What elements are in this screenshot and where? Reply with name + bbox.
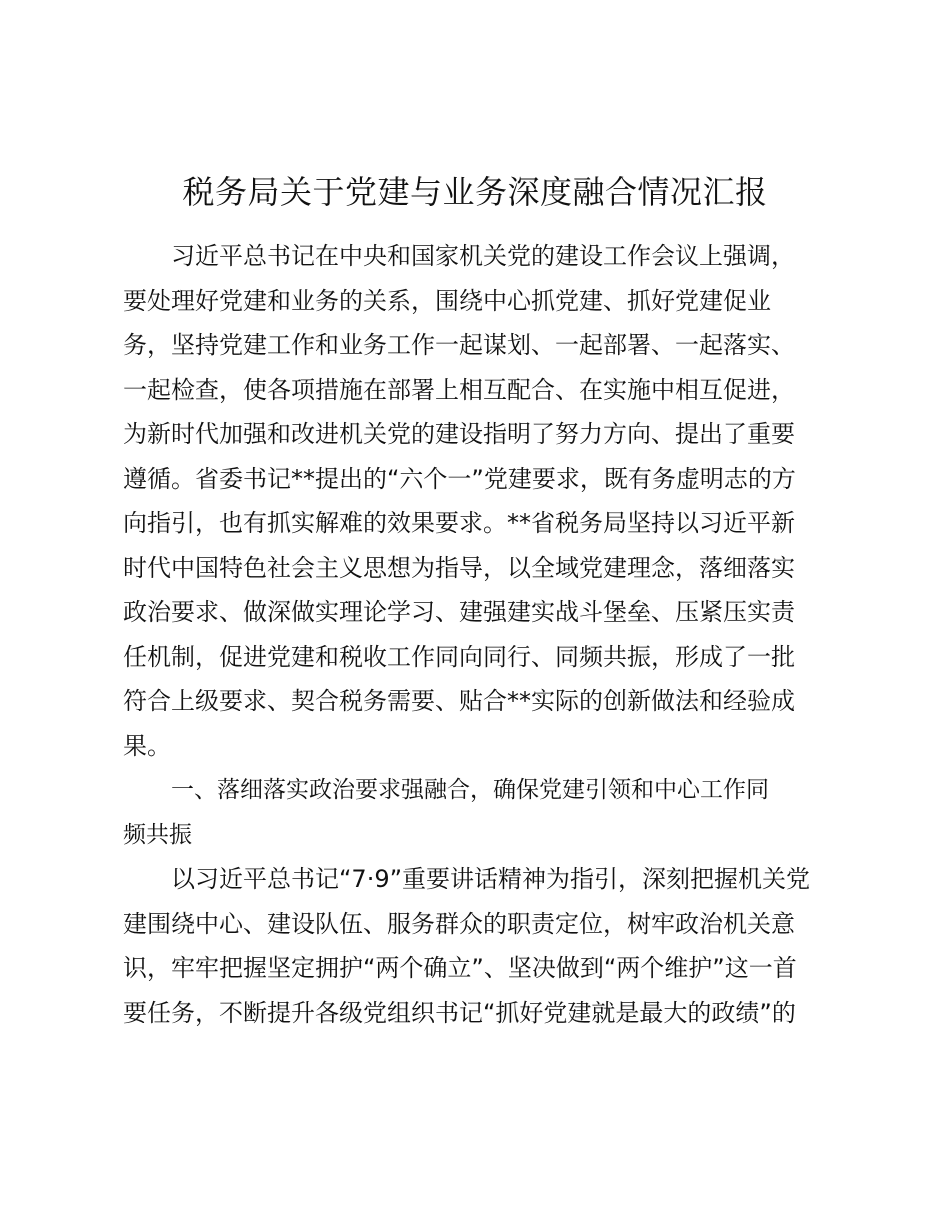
document-body [123, 234, 835, 1035]
heading-line: 一、落细落实政治要求强融合，确保党建引领和中心工作同 [171, 777, 769, 803]
heading-line: 频共振 [123, 821, 192, 848]
text-line: 一起检查，使各项措施在部署上相互配合、在实施中相互促进， [123, 375, 795, 404]
text-line: 要处理好党建和业务的关系，围绕中心抓党建、抓好党建促业 [123, 286, 771, 315]
text-line: 符合上级要求、契合税务需要、贴合**实际的创新做法和经验成 [123, 687, 795, 715]
text-line: 果。 [123, 731, 171, 760]
paragraph-section-1 [123, 857, 835, 1035]
text-line: 务，坚持党建工作和业务工作一起谋划、一起部署、一起落实、 [123, 331, 795, 359]
text-line: 向指引，也有抓实解难的效果要求。**省税务局坚持以习近平新 [123, 509, 795, 537]
section-heading-1 [123, 768, 835, 857]
text-line: 习近平总书记在中央和国家机关党的建设工作会议上强调， [171, 242, 795, 270]
text-line: 政治要求、做深做实理论学习、建强建实战斗堡垒、压紧压实责 [123, 598, 795, 626]
text-line: 任机制，促进党建和税收工作同向同行、同频共振，形成了一批 [123, 642, 795, 671]
paragraph-intro [123, 234, 835, 768]
text-line: 以习近平总书记“7·9”重要讲话精神为指引，深刻把握机关党 [171, 865, 811, 893]
text-line: 要任务，不断提升各级党组织书记“抓好党建就是最大的政绩”的 [123, 998, 796, 1027]
text-line: 建围绕中心、建设队伍、服务群众的职责定位，树牢政治机关意 [123, 909, 795, 938]
document-title: 税务局关于党建与业务深度融合情况汇报 [182, 173, 768, 211]
text-line: 时代中国特色社会主义思想为指导，以全域党建理念，落细落实 [123, 553, 795, 582]
text-line: 识，牢牢把握坚定拥护“两个确立”、坚决做到“两个维护”这一首 [123, 954, 797, 982]
text-line: 为新时代加强和改进机关党的建设指明了努力方向、提出了重要 [123, 420, 795, 448]
text-line: 遵循。省委书记**提出的“六个一”党建要求，既有务虚明志的方 [123, 464, 796, 493]
